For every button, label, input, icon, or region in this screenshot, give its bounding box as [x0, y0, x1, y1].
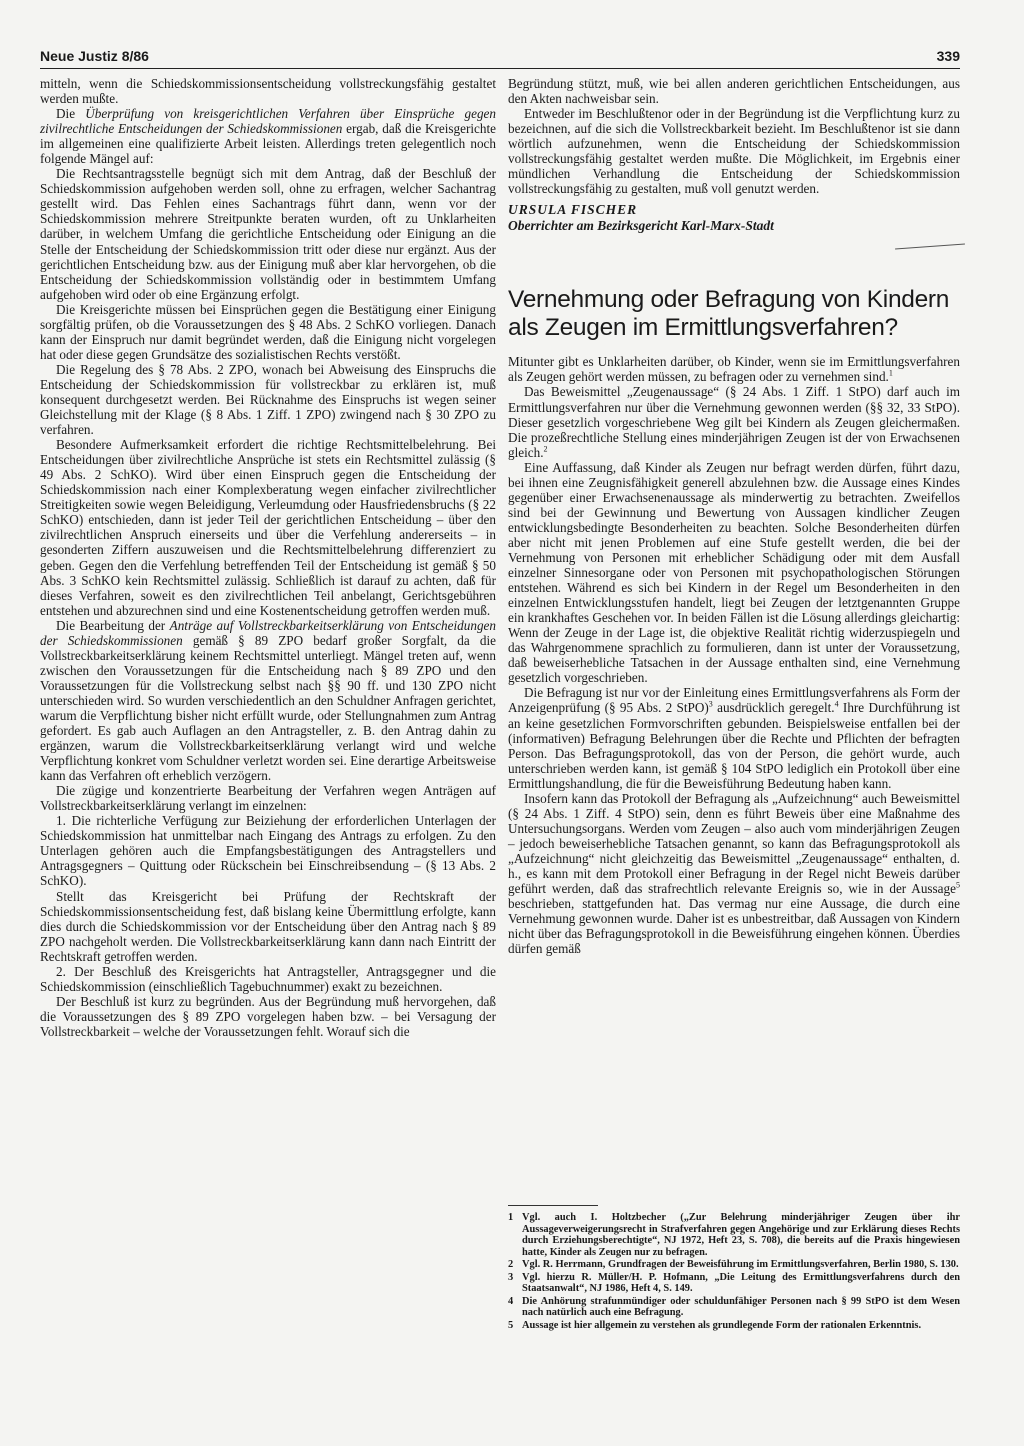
paragraph: Die Kreisgerichte müssen bei Einsprüchen gegen die Bestätigung einer Einigung sorgfältig prüfen, ob die Voraussetzungen des § 48 Abs. 2 SchKO vorliegen. Danach kann der Einspruch nur damit begründet werden, daß die Einigung nicht vorgelegen hat oder diese gegen Grundsätze des sozialistischen Rechts verstößt. [40, 301, 496, 362]
paragraph: Das Beweismittel „Zeugenaussage“ (§ 24 Abs. 1 Ziff. 1 StPO) darf auch im Ermittlungsverfahren nur über die Vernehmung gewonnen werden (§§ 32, 33 StPO). Dieser gesetzlich vorgeschriebene Weg gilt bei Kindern als Zeugen gleichermaßen. Die prozeßrechtliche Stellung eines minderjährigen Zeugen ist der von Erwachsenen gleich.$^2$ [508, 384, 960, 460]
footnote: 1 Vgl. auch I. Holtzbecher („Zur Belehrung minderjähriger Zeugen über ihr Aussageverweigerungsrecht in Strafverfahren gegen Angehörige und zur Erklärung dieses Rechts durch Erziehungsberechtigte“, NJ 1972, Heft 23, S. 708), die bereits auf die Praxis hingewiesen hatte, Kinder als Zeugen nur zu befragen. [508, 1212, 960, 1258]
paragraph: Mitunter gibt es Unklarheiten darüber, ob Kinder, wenn sie im Ermittlungsverfahren als Zeugen gehört werden müssen, zu befragen oder zu vernehmen sind.$^1$ [508, 354, 960, 385]
page-number: 339 [936, 48, 960, 64]
paragraph: Die Befragung ist nur vor der Einleitung eines Ermittlungsverfahrens als Form der Anzeigenprüfung (§ 95 Abs. 2 StPO)$^3$ ausdrücklich geregelt.$^4$ Ihre Durchführung ist an keine gesetzlichen Formvorschriften gebunden. Beispielsweise entfallen bei der (informativen) Befragung Belehrungen über die Rechte und Pflichten der befragten Person. Das Befragungsprotokoll, das von der Person, die gehört wurde, auch unterschrieben werden kann, ist gemäß § 104 StPO lediglich ein Protokoll über eine Ermittlungshandlung, die für die Beweisführung Bedeutung haben kann. [508, 685, 960, 791]
footnote: 3 Vgl. hierzu R. Müller/H. P. Hofmann, „Die Leitung des Ermittlungsverfahrens durch den Staatsanwalt“, NJ 1986, Heft 4, S. 149. [508, 1271, 960, 1294]
paragraph: Besondere Aufmerksamkeit erfordert die richtige Rechtsmittelbelehrung. Bei Entscheidungen über zivilrechtliche Ansprüche ist stets ein Rechtsmittel zulässig (§ 49 Abs. 2 SchKO). Wird über einen Einspruch gegen die Entscheidung der Schiedskommission nach einer Komplexberatung wegen einfacher zivilrechtlicher Streitigkeiten sowie wegen Beleidigung, Verleumdung oder Hausfriedensbruchs (§ 22 SchKO) entschieden, dann ist jeder Teil der gerichtlichen Entscheidung – über den zivilrechtlichen Anspruch einerseits und über die Verfehlung andererseits – in gesonderten Ziffern auszuweisen und die Rechtsmittelbelehrung differenziert zu geben. Gegen den die Verfehlung betreffenden Teil der Entscheidung ist gemäß § 50 Abs. 3 SchKO kein Rechtsmittel zulässig. Schließlich ist darauf zu achten, daß für dieses Verfahren, soweit es den zivilrechtlichen Teil anbelangt, Gerichtsgebühren entstehen und abzurechnen sind und eine Kostenentscheidung getroffen werden muß. [40, 437, 496, 618]
footnote: 5 Aussage ist hier allgemein zu verstehen als grundlegende Form der rationalen Erkenntnis. [508, 1319, 922, 1331]
author-signature [508, 202, 960, 234]
footnote: 2 Vgl. R. Herrmann, Grundfragen der Beweisführung im Ermittlungsverfahren, Berlin 1980, S. 130. [508, 1259, 959, 1270]
paragraph: Die Überprüfung von kreisgerichtlichen Verfahren über Einsprüche gegen zivilrechtliche Entscheidungen der Schiedskommissionen ergab, daß die Kreisgerichte im allgemeinen eine qualifizierte Arbeit leisten. Allerdings treten gelegentlich noch folgende Mängel auf: [40, 106, 496, 167]
page-header [40, 48, 960, 66]
paragraph: Stellt das Kreisgericht bei Prüfung der Rechtskraft der Schiedskommissionsentscheidung fest, daß bislang keine Übermittlung erfolgte, kann dies durch die Schiedskommission vor der Entscheidung über den Antrag nach § 89 ZPO nachgeholt werden. Die Vollstreckbarkeitserklärung kann dann nach Eintritt der Rechtskraft getroffen werden. [40, 888, 496, 964]
paragraph: Die Bearbeitung der Anträge auf Vollstreckbarkeitserklärung von Entscheidungen der Schiedskommissionen gemäß § 89 ZPO bedarf großer Sorgfalt, da die Vollstreckbarkeitserklärung keinem Rechtsmittel unterliegt. Mängel treten auf, wenn zwischen den Voraussetzungen für die Entscheidung nach § 89 ZPO und den Voraussetzungen für die Vollstreckung selbst nach §§ 90 ff. und 130 ZPO nicht unterschieden wird. So wurden verschiedentlich an den Schuldner Anfragen gerichtet, warum die Verpflichtung bisher nicht erfüllt wurde, oder Stellungnahmen zum Antrag gefordert. Es gab auch Auflagen an den Antragsteller, z. B. den Antrag dahin zu ergänzen, warum die Vollstreckbarkeitserklärung verlangt wird und welche Verpflichtung konkret vom Schuldner verletzt worden sei. Eine derartige Arbeitsweise kann das Verfahren oft erheblich verzögern. [40, 617, 497, 784]
paragraph: Die Regelung des § 78 Abs. 2 ZPO, wonach bei Abweisung des Einspruchs die Entscheidung der Schiedskommission für vollstreckbar zu erklären ist, muß konsequent durchgesetzt werden. Bei Rücknahme des Einspruchs ist wegen seiner Gleichstellung mit der Klage (§ 8 Abs. 1 Ziff. 1 ZPO) zwingend nach § 30 ZPO zu verfahren. [40, 361, 496, 438]
paragraph: Der Beschluß ist kurz zu begründen. Aus der Begründung muß hervorgehen, daß die Voraussetzungen des § 89 ZPO vorgelegen haben bzw. – bei Versagung der Vollstreckbarkeit – welche der Voraussetzungen fehlt. Worauf sich die [40, 993, 496, 1039]
paragraph: Begründung stützt, muß, wie bei allen anderen gerichtlichen Entscheidungen, aus den Akten nachweisbar sein. [508, 76, 960, 107]
footnotes [508, 1212, 960, 1332]
paragraph: mitteln, wenn die Schiedskommissionsentscheidung vollstreckungsfähig gestaltet werden mußte. [40, 76, 496, 107]
paragraph: Eine Auffassung, daß Kinder als Zeugen nur befragt werden dürfen, führt dazu, bei ihnen eine Zeugnisfähigkeit generell abzulehnen bzw. die Aussage eines Kindes gegenüber einer Erwachsenenaussage als minderwertig zu betrachten. Zweifellos sind bei der Gewinnung und Bewertung von Aussagen kindlicher Zeugen entwicklungsbedingte Besonderheiten zu beachten. Solche Besonderheiten dürfen aber nicht mit jenen Problemen auf eine Stufe gestellt werden, die bei der Vernehmung von Personen mit erheblicher Schädigung oder mit dem Ausfall einzelner Sinnesorgane oder von Personen mit psychopathologischen Störungen entstehen. Während es sich bei Kindern in der Regel um Besonderheiten in den einzelnen Entwicklungsstufen handelt, liegt bei Zeugen der letztgenannten Gruppe ein krankhaftes Geschehen vor. In beiden Fällen ist die Lösung allerdings gleichartig: Wenn der Zeuge in der Lage ist, die objektive Realität richtig widerzuspiegeln und das Wahrgenommene sprachlich zu formulieren, dann ist unter der Voraussetzung, daß beweiserhebliche Tatsachen in der Aussage enthalten sind, eine Vernehmung gesetzlich vorgeschrieben. [508, 459, 960, 686]
paragraph: 1. Die richterliche Verfügung zur Beiziehung der erforderlichen Unterlagen der Schiedskommission hat unmittelbar nach Eingang des Antrags zu erfolgen. Zu den Unterlagen gehören auch die Empfangsbestätigungen des Antragstellers und Antragsgegners – Quittung oder Rückschein bei Einschreibsendung – (§ 13 Abs. 2 SchKO). [40, 813, 496, 889]
paragraph: Die zügige und konzentrierte Bearbeitung der Verfahren wegen Anträgen auf Vollstreckbarkeitserklärung verlangt im einzelnen: [40, 783, 496, 814]
header-rule [40, 68, 960, 69]
journal-title: Neue Justiz 8/86 [40, 48, 149, 64]
footnote: 4 Die Anhörung strafunmündiger oder schuldunfähiger Personen nach § 99 StPO ist dem Wesen nach natürlich auch eine Befragung. [508, 1295, 960, 1318]
paragraph: Entweder im Beschlußtenor oder in der Begründung ist die Verpflichtung kurz zu bezeichnen, auf die sich die Vollstreckbarkeit bezieht. Im Beschlußtenor ist sie dann wörtlich aufzunehmen, wenn die Entscheidung der Schiedskommission vollstreckungsfähig gestaltet werden mußte. Die Möglichkeit, im Ergebnis einer mündlichen Verhandlung die Entscheidung der Schiedskommission vollstreckungsfähig zu gestalten, muß voll genutzt werden. [508, 106, 960, 197]
paragraph: Insofern kann das Protokoll der Befragung als „Aufzeichnung“ auch Beweismittel (§ 24 Abs. 1 Ziff. 4 StPO) sein, denn es führt Beweis über eine Maßnahme des Untersuchungsorgans. Werden vom Zeugen – also auch vom minderjährigen Zeugen – jedoch beweiserhebliche Tatsachen genannt, so kann das Befragungsprotokoll als „Aufzeichnung“ nicht gleichzeitig das Beweismittel „Zeugenaussage“ enthalten, d. h., es kann mit dem Protokoll einer Befragung in der Regel nicht Beweis darüber geführt werden, daß das strafrechtlich relevante Ereignis so, wie in der Aussage$^5$ beschrieben, stattgefunden hat. Das vermag nur eine Aussage, die durch eine Vernehmung gewonnen wurde. Daher ist es unbestreitbar, daß Aussagen von Kindern nicht über das Befragungsprotokoll in die Beweisführung eingehen können. Überdies dürfen gemäß [508, 790, 960, 957]
article-headline: Vernehmung oder Befragung von Kindern als Zeugen im Ermittlungsverfahren? [508, 286, 950, 342]
footnote-rule [508, 1205, 598, 1206]
left-column [40, 76, 496, 1039]
paragraph: 2. Der Beschluß des Kreisgerichts hat Antragsteller, Antragsgegner und die Schiedskommission (einschließlich Tagebuchnummer) exakt zu bezeichnen. [40, 963, 496, 994]
right-column [508, 76, 960, 956]
paragraph: Die Rechtsantragsstelle begnügt sich mit dem Antrag, daß der Beschluß der Schiedskommission aufgehoben werden soll, ohne zu erfragen, welcher Sachantrag gestellt wird. Das Fehlen eines Sachantrags führt dann, wenn vor der Schiedskommission mehrere Streitpunkte beraten wurden, oft zu Unklarheiten darüber, in welchem Umfang die gerichtliche Entscheidung oder Einigung an die Stelle der Entscheidung der Schiedskommission tritt oder diese nur ergänzt. Aus der gerichtlichen Entscheidung bzw. aus der Einigung muß aber klar hervorgehen, ob die Entscheidung der Schiedskommission vollständig oder in bestimmtem Umfang aufgehoben wird oder ob eine Ergänzung erfolgt. [40, 166, 496, 302]
author-name: URSULA FISCHER [508, 202, 638, 218]
author-title: Oberrichter am Bezirksgericht Karl-Marx-Stadt [508, 218, 774, 234]
